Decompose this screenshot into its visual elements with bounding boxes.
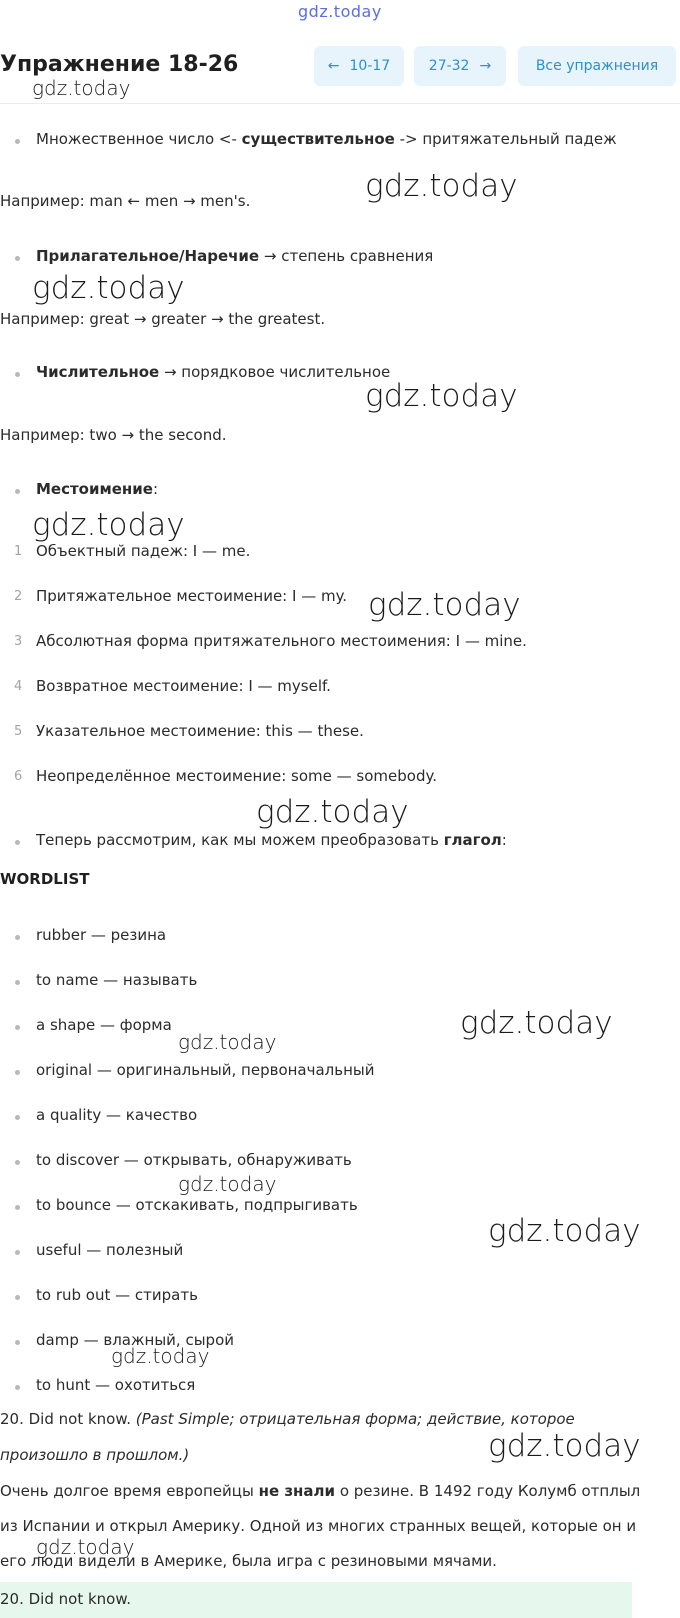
next-exercise-button[interactable] (414, 46, 506, 86)
page-title: Упражнение 18-26 (0, 52, 239, 77)
bullet (15, 1025, 20, 1030)
watermark: gdz.today (32, 270, 185, 306)
bullet (15, 256, 20, 261)
wordlist-item: to rub out — стирать (36, 1286, 198, 1304)
pronoun-item: Неопределённое местоимение: some — somebody. (36, 767, 437, 785)
wordlist-item: a quality — качество (36, 1106, 198, 1124)
bullet (15, 489, 20, 494)
noun-rule: Множественное число <- существительное -> притяжательный падеж (36, 130, 617, 148)
wordlist-item: to bounce — отскакивать, подпрыгивать (36, 1196, 358, 1214)
arrow-right-icon: → (479, 58, 492, 74)
bullet (15, 1250, 20, 1255)
header-divider (0, 103, 680, 104)
pronoun-item: Возвратное местоимение: I — myself. (36, 677, 331, 695)
bullet (15, 139, 20, 144)
list-number: 1 (14, 544, 23, 559)
noun-example: Например: man ← men → men's. (0, 192, 251, 210)
task-text-line: из Испании и открыл Америку. Одной из многих странных вещей, которые он и (0, 1517, 637, 1535)
bullet (15, 1295, 20, 1300)
wordlist-item: to name — называть (36, 971, 198, 989)
all-exercises-button[interactable] (518, 46, 676, 86)
next-exercise-label: 27-32 (428, 58, 470, 74)
bullet (15, 372, 20, 377)
wordlist-item: useful — полезный (36, 1241, 184, 1259)
bullet (15, 980, 20, 985)
watermark: gdz.today (36, 1535, 135, 1559)
watermark: gdz.today (178, 1030, 277, 1054)
bullet (15, 1340, 20, 1345)
watermark: gdz.today (32, 507, 185, 543)
verb-rule: Теперь рассмотрим, как мы можем преобразовать глагол: (36, 831, 507, 849)
watermark: gdz.today (365, 168, 518, 204)
watermark: gdz.today (32, 76, 131, 100)
task-text-line: Очень долгое время европейцы не знали о резине. В 1492 году Колумб отплыл (0, 1482, 641, 1500)
task-text-line: его люди видели в Америке, была игра с резиновыми мячами. (0, 1552, 497, 1570)
list-number: 5 (14, 724, 23, 739)
pronoun-rule: Местоимение: (36, 480, 159, 498)
site-logo[interactable]: gdz.today (298, 2, 382, 21)
watermark: gdz.today (368, 587, 521, 623)
watermark: gdz.today (488, 1428, 641, 1464)
bullet (15, 1205, 20, 1210)
watermark: gdz.today (178, 1172, 277, 1196)
bullet (15, 1160, 20, 1165)
watermark: gdz.today (111, 1344, 210, 1368)
wordlist-item: original — оригинальный, первоначальный (36, 1061, 375, 1079)
watermark: gdz.today (256, 794, 409, 830)
arrow-left-icon: ← (327, 58, 340, 74)
wordlist-item: to discover — открывать, обнаруживать (36, 1151, 352, 1169)
prev-exercise-label: 10-17 (349, 58, 391, 74)
list-number: 2 (14, 589, 23, 604)
watermark: gdz.today (365, 378, 518, 414)
task-answer: 20. Did not know. (0, 1590, 131, 1608)
task-note-line: произошло в прошлом.) (0, 1446, 190, 1464)
pronoun-item: Абсолютная форма притяжательного местоимения: I — mine. (36, 632, 527, 650)
all-exercises-label: Все упражнения (535, 58, 659, 74)
wordlist-item: rubber — резина (36, 926, 167, 944)
numeral-rule: Числительное → порядковое числительное (36, 363, 391, 381)
bullet (15, 840, 20, 845)
watermark: gdz.today (488, 1213, 641, 1249)
bullet (15, 1115, 20, 1120)
prev-exercise-button[interactable] (314, 46, 404, 86)
wordlist-item: a shape — форма (36, 1016, 172, 1034)
task-answer-line: 20. Did not know. (Past Simple; отрицательная форма; действие, которое (0, 1410, 575, 1428)
wordlist-item: to hunt — охотиться (36, 1376, 196, 1394)
list-number: 4 (14, 679, 23, 694)
watermark: gdz.today (460, 1005, 613, 1041)
bullet (15, 1385, 20, 1390)
numeral-example: Например: two → the second. (0, 426, 227, 444)
wordlist-item: damp — влажный, сырой (36, 1331, 234, 1349)
pronoun-item: Притяжательное местоимение: I — my. (36, 587, 348, 605)
adjective-rule: Прилагательное/Наречие → степень сравнения (36, 247, 434, 265)
bullet (15, 1070, 20, 1075)
list-number: 6 (14, 769, 23, 784)
adjective-example: Например: great → greater → the greatest. (0, 310, 326, 328)
pronoun-item: Объектный падеж: I — me. (36, 542, 251, 560)
wordlist-heading: WORDLIST (0, 870, 90, 888)
list-number: 3 (14, 634, 23, 649)
pronoun-item: Указательное местоимение: this — these. (36, 722, 364, 740)
bullet (15, 935, 20, 940)
